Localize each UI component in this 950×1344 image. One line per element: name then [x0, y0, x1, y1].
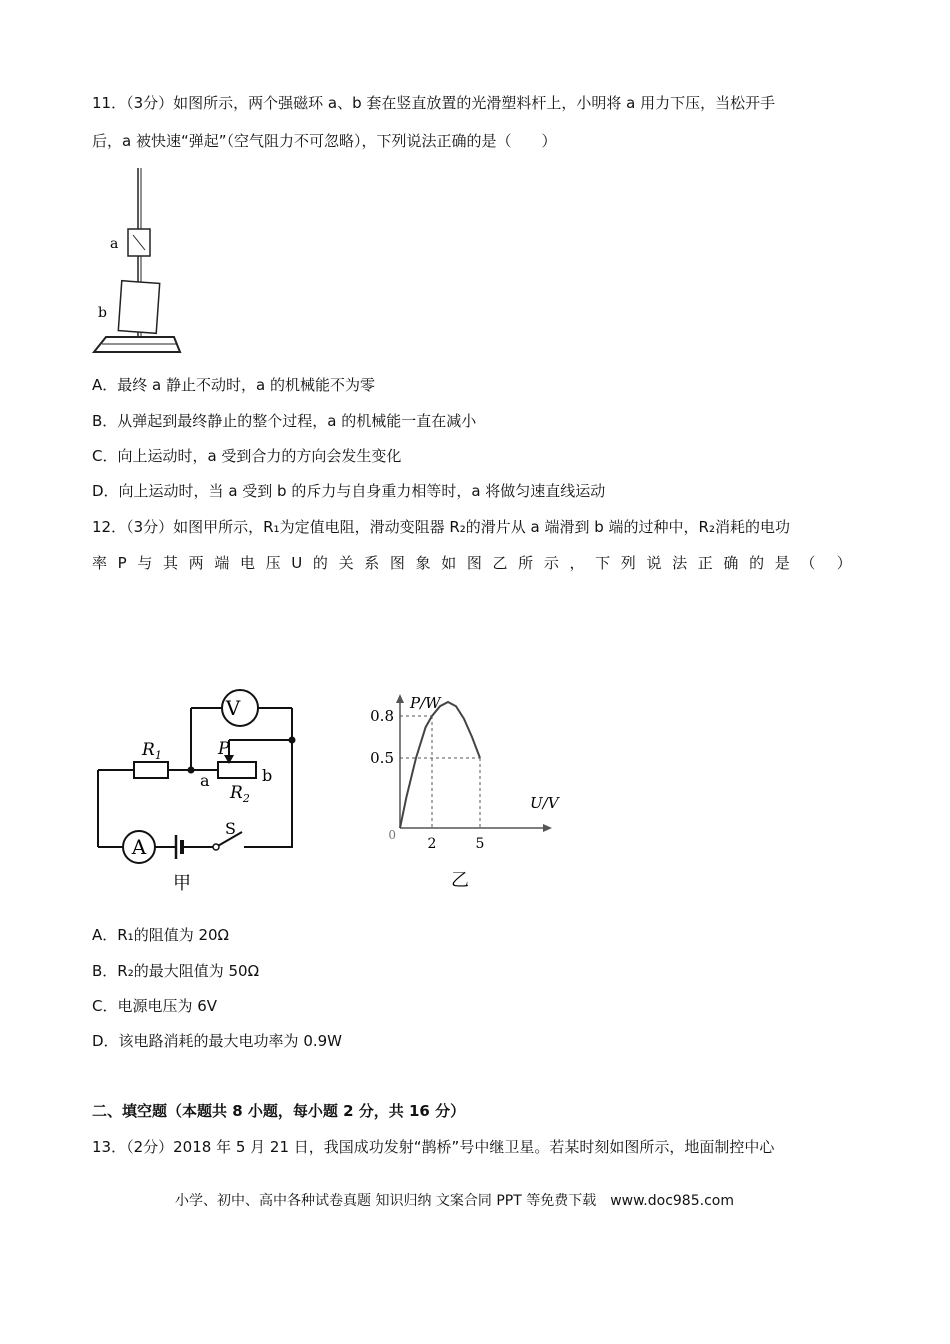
q12-line2-word: 图 [466, 554, 482, 572]
q12-line2-word: 率 [92, 554, 108, 572]
q12-line2-word: U [291, 554, 303, 572]
label-a: a [110, 236, 119, 252]
q12-line2-word: 如 [441, 554, 457, 572]
q12-line2-word: 其 [163, 554, 179, 572]
q12-line2-word: 是 [774, 554, 790, 572]
q12-option-d: D．该电路消耗的最大电功率为 0.9W [92, 1032, 343, 1050]
q11-option-d: D．向上运动时，当 a 受到 b 的斥力与自身重力相等时，a 将做匀速直线运动 [92, 482, 606, 500]
q12-line2 [92, 552, 852, 574]
x-tick-label: 5 [475, 836, 485, 852]
pu-curve [400, 702, 480, 828]
junction-dot-2 [289, 737, 296, 744]
y-axis-arrow [396, 694, 404, 703]
q12-line2-word: 压 [265, 554, 281, 572]
q12-line2-word: 正 [697, 554, 713, 572]
r2-resistor [218, 762, 256, 778]
x-axis-arrow [543, 824, 552, 832]
ammeter-label: A [131, 835, 147, 859]
q12-line2-word: ， [569, 554, 585, 572]
page-footer: 小学、初中、高中各种试卷真题 知识归纳 文案合同 PPT 等免费下载 www.doc985.com [175, 1193, 734, 1209]
q11-option-c: C．向上运动时，a 受到合力的方向会发生变化 [92, 447, 402, 465]
q12-line2-word: 法 [672, 554, 688, 572]
end-b-label: b [262, 766, 273, 785]
switch-label: S [225, 819, 236, 838]
section-2-title: 二、填空题（本题共 8 小题，每小题 2 分，共 16 分） [92, 1102, 466, 1120]
q12-line2-word: 与 [137, 554, 153, 572]
voltmeter-label: V [225, 696, 241, 720]
y-tick-label: 0.8 [370, 707, 394, 725]
slider-label: P [218, 739, 230, 759]
q12-line1: 12．（3分）如图甲所示，R₁为定值电阻，滑动变阻器 R₂的滑片从 a 端滑到 b 端的过种中，R₂消耗的电功 [92, 518, 790, 536]
q11-line1: 11．（3分）如图所示，两个强磁环 a、b 套在竖直放置的光滑塑料杆上，小明将 a 用力下压，当松开手 [92, 94, 776, 112]
q11-option-b: B．从弹起到最终静止的整个过程，a 的机械能一直在减小 [92, 412, 477, 430]
r1-label: $R_1$ [142, 740, 162, 762]
q12-line2-word: ） [836, 554, 852, 572]
q12-line2-word: 图 [389, 554, 405, 572]
ring-b [118, 281, 159, 334]
q12-line2-word: P [117, 554, 127, 572]
circuit-diagram [92, 682, 307, 894]
x-axis-label: U/V [530, 794, 559, 812]
x-tick-label: 2 [427, 836, 437, 852]
y-tick-label: 0.5 [370, 749, 394, 767]
q12-line2-word: 端 [214, 554, 230, 572]
q11-line2: 后，a 被快速“弹起”（空气阻力不可忽略），下列说法正确的是（ ） [92, 132, 557, 150]
graph-caption: 乙 [451, 870, 469, 891]
q12-line2-word: 所 [518, 554, 534, 572]
circuit-caption: 甲 [173, 873, 191, 894]
q12-line2-word: 的 [312, 554, 328, 572]
r1-resistor [134, 762, 168, 778]
q13-line1: 13．（2分）2018 年 5 月 21 日，我国成功发射“鹊桥”号中继卫星。若某时刻如图所示，地面制控中心 [92, 1138, 775, 1156]
q12-line2-word: 关 [338, 554, 354, 572]
q11-option-a: A．最终 a 静止不动时，a 的机械能不为零 [92, 376, 375, 394]
q12-line2-word: （ [800, 554, 816, 572]
q12-line2-word: 电 [239, 554, 255, 572]
r2-label: $R_2$ [230, 783, 250, 805]
q12-option-a: A．R₁的阻值为 20Ω [92, 926, 230, 944]
q12-line2-word: 列 [620, 554, 636, 572]
end-a-label: a [200, 771, 210, 790]
q12-line2-word: 乙 [492, 554, 508, 572]
q12-option-c: C．电源电压为 6V [92, 997, 218, 1015]
y-axis-label: P/W [410, 694, 441, 712]
label-b: b [98, 305, 107, 321]
origin-label: 0 [388, 828, 396, 842]
junction-dot [188, 767, 195, 774]
q11-figure-magnet-rod [88, 162, 188, 357]
q12-line2-word: 系 [364, 554, 380, 572]
q12-line2-word: 确 [723, 554, 739, 572]
q12-option-b: B．R₂的最大阻值为 50Ω [92, 962, 260, 980]
q12-line2-word: 下 [595, 554, 611, 572]
q12-line2-word: 的 [749, 554, 765, 572]
q12-line2-word: 两 [188, 554, 204, 572]
pu-graph [360, 688, 560, 893]
q12-line2-word: 象 [415, 554, 431, 572]
q12-line2-word: 示 [543, 554, 559, 572]
q12-line2-word: 说 [646, 554, 662, 572]
